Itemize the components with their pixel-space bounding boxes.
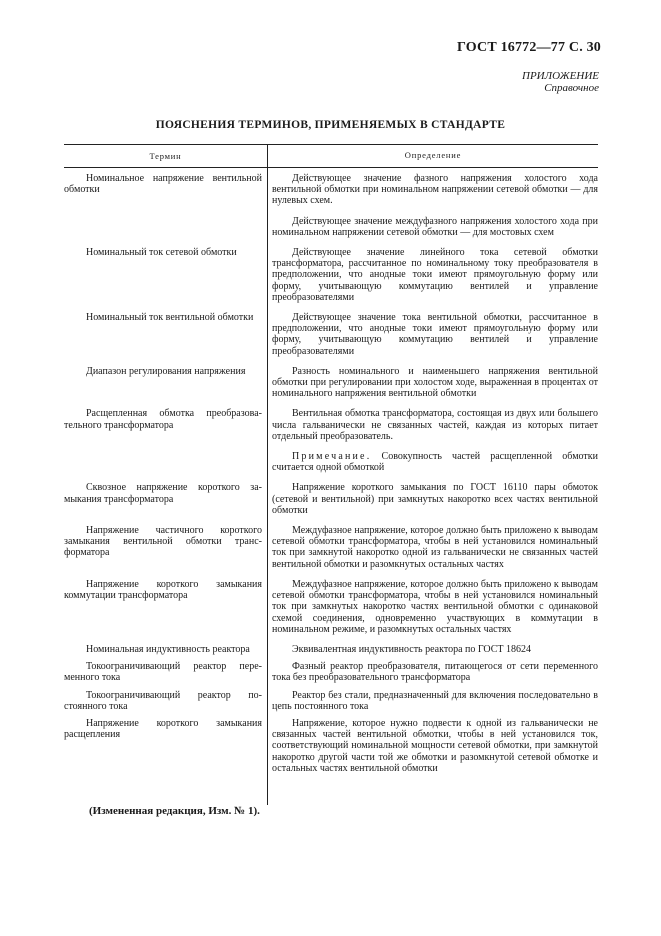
note-label: Примечание. bbox=[292, 451, 372, 463]
table-row bbox=[64, 690, 598, 712]
terms-table bbox=[64, 144, 598, 780]
term-cell: Номинальная индуктивность реактора bbox=[86, 643, 250, 655]
table-row bbox=[64, 173, 598, 207]
definition-cell: Действующее значение фазного напряжения холостого хода вентильной обмотки при номинальном напряжении сетевой обмотки — для нулевых схем. bbox=[272, 173, 598, 207]
table-row bbox=[64, 312, 598, 357]
note-cell bbox=[267, 451, 598, 473]
term-cell bbox=[64, 451, 267, 473]
table-row bbox=[64, 247, 598, 303]
term-cell: Напряжение короткого замыкания коммутации трансформатора bbox=[64, 578, 262, 602]
term-cell: Номинальный ток вентильной обмотки bbox=[86, 312, 254, 324]
definition-cell: Напряжение короткого замыкания по ГОСТ 16110 пары обмоток (сетевой и вентильной) при замкнутых накоротко всех частях вентильной обмотки bbox=[272, 482, 598, 516]
column-divider bbox=[267, 168, 268, 805]
table-row bbox=[64, 482, 598, 516]
table-row bbox=[64, 661, 598, 683]
table-row bbox=[64, 366, 598, 400]
appendix-title: ПРИЛОЖЕНИЕ bbox=[522, 70, 599, 82]
amendment-note: (Измененная редакция, Изм. № 1). bbox=[89, 805, 260, 817]
definition-cell: Разность номинального и наименьшего напряжения вентильной обмотки при регулировании при холостом ходе, выраженная в процентах от номинального напряжения вентильной обмотки bbox=[272, 365, 598, 400]
note-text: Совокупность частей расщепленной обмотки считается одной обмоткой bbox=[272, 451, 599, 474]
appendix-label bbox=[522, 70, 599, 94]
term-cell: Сквозное напряжение короткого замыкания трансформатора bbox=[64, 482, 262, 505]
term-cell: Номинальный ток сетевой обмотки bbox=[86, 247, 237, 259]
term-cell: Расщепленная обмотка преобразовательного трансформатора bbox=[64, 408, 262, 431]
table-row bbox=[64, 408, 598, 442]
table-row bbox=[64, 525, 598, 570]
definition-cell: Междуфазное напряжение, которое должно быть приложено к выводам сетевой обмотки трансформатора, чтобы в ней установился номинальный ток при замкнутых накоротко частях вентильной обмотки с одинаковой схемой соединения, одновременно участвующих в коммутации в номинальном режиме, и разомкнутых остальных частях bbox=[272, 578, 598, 635]
table-row bbox=[64, 644, 598, 655]
page-header: ГОСТ 16772—77 С. 30 bbox=[457, 40, 601, 55]
document-title: ПОЯСНЕНИЯ ТЕРМИНОВ, ПРИМЕНЯЕМЫХ В СТАНДАРТЕ bbox=[155, 119, 506, 131]
table-row bbox=[64, 216, 598, 238]
table-row bbox=[64, 718, 598, 774]
term-cell: Номинальное напряжение вентильной обмотки bbox=[64, 173, 262, 196]
table-row bbox=[64, 451, 598, 473]
definition-cell: Междуфазное напряжение, которое должно быть приложено к выводам сетевой обмотки трансформатора, чтобы в ней установился номинальный ток при замкнутой накоротко одной из гальванически не связанных частей вентильной обмотки и разомкнутых остальных частях bbox=[272, 525, 598, 570]
appendix-type: Справочное bbox=[544, 82, 599, 94]
column-header-term: Термин bbox=[64, 145, 268, 167]
column-header-definition: Определение bbox=[404, 150, 462, 161]
term-cell: Токоограничивающий реактор постоянного тока bbox=[64, 689, 262, 712]
definition-cell: Вентильная обмотка трансформатора, состоящая из двух или большего числа гальванически не связанных частей, каждая из которых питает отдельный преобразователь. bbox=[272, 408, 598, 442]
definition-cell: Фазный реактор преобразователя, питающегося от сети переменного тока без преобразовательного трансформатора bbox=[272, 661, 598, 684]
definition-cell: Действующее значение междуфазного напряжения холостого хода при номинальном напряжении сетевой обмотки — для мостовых схем bbox=[272, 215, 598, 238]
table-row bbox=[64, 579, 598, 635]
definition-cell: Реактор без стали, предназначенный для включения последовательно в цепь постоянного тока bbox=[272, 689, 598, 712]
term-cell: Токоограничивающий реактор переменного тока bbox=[64, 661, 262, 684]
definition-cell: Напряжение, которое нужно подвести к одной из гальванически не связанных частей вентильной обмотки, чтобы в ней установился ток, соответствующий номинальной мощности сетевой обмотки, при замкнутой накоротко другой части той же обмотки и разомкнутой сетевой обмотке и остальных частях вентильной обмотки bbox=[272, 717, 598, 774]
definition-cell: Действующее значение тока вентильной обмотки, рассчитанное в предположении, что анодные токи имеют прямоугольную форму или форму, учитывающую коммутацию вентилей и управление преобразователями bbox=[272, 312, 598, 357]
table-rows bbox=[64, 168, 598, 780]
table-header bbox=[64, 144, 598, 168]
term-cell: Диапазон регулирования напряжения bbox=[86, 365, 246, 377]
term-cell: Напряжение частичного короткого замыкания вентильной обмотки трансформатора bbox=[64, 525, 262, 559]
term-cell bbox=[64, 216, 267, 238]
definition-cell: Эквивалентная индуктивность реактора по ГОСТ 18624 bbox=[292, 643, 532, 655]
table-body bbox=[64, 168, 598, 780]
term-cell: Напряжение короткого замыкания расщепления bbox=[64, 717, 262, 741]
definition-cell: Действующее значение линейного тока сетевой обмотки трансформатора, рассчитанное по номинальному току преобразователя в предположении, что анодные токи имеют прямоугольную форму или форму, учитывающую коммутацию вентилей и управление преобразователями bbox=[272, 247, 598, 303]
